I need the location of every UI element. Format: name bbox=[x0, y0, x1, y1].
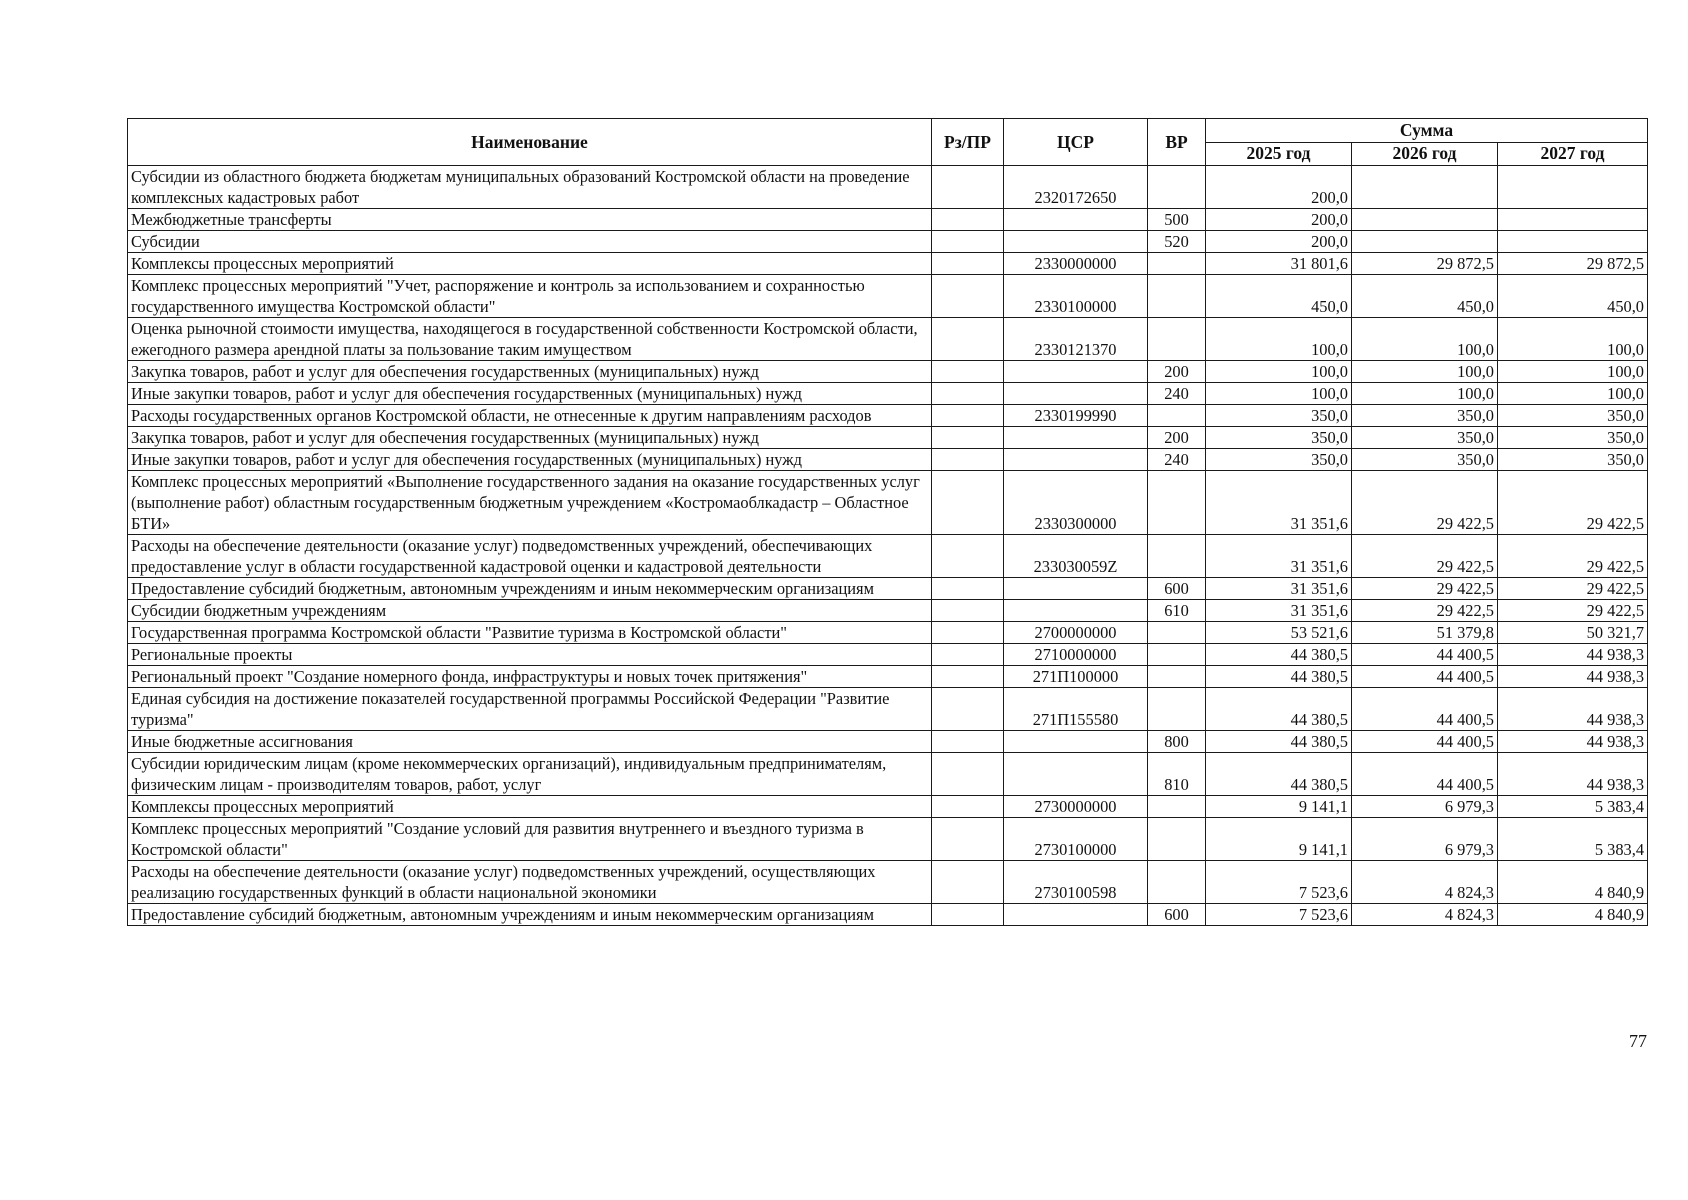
row-csr bbox=[1004, 753, 1148, 796]
row-name: Субсидии из областного бюджета бюджетам муниципальных образований Костромской области на проведение комплексных кадастровых работ bbox=[128, 166, 932, 209]
row-amount-2025: 100,0 bbox=[1206, 383, 1352, 405]
row-amount-2027: 4 840,9 bbox=[1498, 904, 1648, 926]
table-header bbox=[128, 119, 1648, 166]
row-rz-pr bbox=[932, 688, 1004, 731]
row-name: Предоставление субсидий бюджетным, автономным учреждениям и иным некоммерческим организациям bbox=[128, 904, 932, 926]
row-name: Субсидии юридическим лицам (кроме некоммерческих организаций), индивидуальным предпринимателям, физическим лицам - производителям товаров, работ, услуг bbox=[128, 753, 932, 796]
row-rz-pr bbox=[932, 753, 1004, 796]
row-rz-pr bbox=[932, 578, 1004, 600]
row-vr: 200 bbox=[1148, 427, 1206, 449]
table-row bbox=[128, 644, 1648, 666]
row-amount-2026: 6 979,3 bbox=[1352, 796, 1498, 818]
row-name: Единая субсидия на достижение показателей государственной программы Российской Федерации "Развитие туризма" bbox=[128, 688, 932, 731]
row-rz-pr bbox=[932, 796, 1004, 818]
row-csr: 2710000000 bbox=[1004, 644, 1148, 666]
table-row bbox=[128, 361, 1648, 383]
row-csr: 2330300000 bbox=[1004, 471, 1148, 535]
row-amount-2026: 44 400,5 bbox=[1352, 688, 1498, 731]
row-amount-2025: 44 380,5 bbox=[1206, 644, 1352, 666]
row-name: Расходы на обеспечение деятельности (оказание услуг) подведомственных учреждений, осуществляющих реализацию государственных функций в области национальной экономики bbox=[128, 861, 932, 904]
row-rz-pr bbox=[932, 166, 1004, 209]
row-name: Комплекс процессных мероприятий "Создание условий для развития внутреннего и въездного туризма в Костромской области" bbox=[128, 818, 932, 861]
row-name: Региональный проект "Создание номерного фонда, инфраструктуры и новых точек притяжения" bbox=[128, 666, 932, 688]
table-row bbox=[128, 578, 1648, 600]
row-amount-2027 bbox=[1498, 166, 1648, 209]
row-vr: 240 bbox=[1148, 449, 1206, 471]
row-vr bbox=[1148, 644, 1206, 666]
row-amount-2025: 7 523,6 bbox=[1206, 904, 1352, 926]
table-body bbox=[128, 166, 1648, 926]
header-csr: ЦСР bbox=[1004, 119, 1148, 166]
row-rz-pr bbox=[932, 535, 1004, 578]
row-amount-2026: 350,0 bbox=[1352, 427, 1498, 449]
row-rz-pr bbox=[932, 405, 1004, 427]
row-amount-2025: 31 351,6 bbox=[1206, 535, 1352, 578]
row-vr bbox=[1148, 861, 1206, 904]
row-amount-2026: 100,0 bbox=[1352, 318, 1498, 361]
row-amount-2026: 6 979,3 bbox=[1352, 818, 1498, 861]
row-name: Предоставление субсидий бюджетным, автономным учреждениям и иным некоммерческим организациям bbox=[128, 578, 932, 600]
row-rz-pr bbox=[932, 861, 1004, 904]
row-amount-2025: 350,0 bbox=[1206, 449, 1352, 471]
row-csr: 2730100598 bbox=[1004, 861, 1148, 904]
row-name: Иные закупки товаров, работ и услуг для обеспечения государственных (муниципальных) нужд bbox=[128, 449, 932, 471]
table-row bbox=[128, 796, 1648, 818]
table-row bbox=[128, 275, 1648, 318]
row-csr bbox=[1004, 209, 1148, 231]
row-vr bbox=[1148, 318, 1206, 361]
row-vr: 600 bbox=[1148, 578, 1206, 600]
row-csr: 2330100000 bbox=[1004, 275, 1148, 318]
row-rz-pr bbox=[932, 622, 1004, 644]
row-amount-2026: 4 824,3 bbox=[1352, 861, 1498, 904]
row-rz-pr bbox=[932, 449, 1004, 471]
page-number: 77 bbox=[1629, 1031, 1647, 1051]
table-row bbox=[128, 622, 1648, 644]
table-row bbox=[128, 449, 1648, 471]
row-amount-2025: 44 380,5 bbox=[1206, 688, 1352, 731]
table-row bbox=[128, 688, 1648, 731]
row-csr bbox=[1004, 383, 1148, 405]
row-amount-2025: 31 351,6 bbox=[1206, 600, 1352, 622]
row-amount-2027: 44 938,3 bbox=[1498, 688, 1648, 731]
row-vr bbox=[1148, 818, 1206, 861]
row-name: Межбюджетные трансферты bbox=[128, 209, 932, 231]
row-amount-2026: 29 422,5 bbox=[1352, 578, 1498, 600]
table-row bbox=[128, 753, 1648, 796]
row-csr: 2730100000 bbox=[1004, 818, 1148, 861]
row-vr: 500 bbox=[1148, 209, 1206, 231]
row-amount-2027: 29 422,5 bbox=[1498, 578, 1648, 600]
row-csr bbox=[1004, 361, 1148, 383]
row-amount-2026: 350,0 bbox=[1352, 405, 1498, 427]
row-amount-2025: 44 380,5 bbox=[1206, 731, 1352, 753]
header-year-2026: 2026 год bbox=[1352, 142, 1498, 166]
row-amount-2027 bbox=[1498, 231, 1648, 253]
row-name: Расходы на обеспечение деятельности (оказание услуг) подведомственных учреждений, обеспечивающих предоставление услуг в области государственной кадастровой оценки и кадастровой деятельности bbox=[128, 535, 932, 578]
row-vr bbox=[1148, 796, 1206, 818]
row-vr bbox=[1148, 166, 1206, 209]
table-row bbox=[128, 383, 1648, 405]
row-amount-2026: 4 824,3 bbox=[1352, 904, 1498, 926]
row-amount-2025: 350,0 bbox=[1206, 405, 1352, 427]
row-amount-2027: 100,0 bbox=[1498, 361, 1648, 383]
row-csr: 271П100000 bbox=[1004, 666, 1148, 688]
table-row bbox=[128, 535, 1648, 578]
row-rz-pr bbox=[932, 666, 1004, 688]
row-amount-2026 bbox=[1352, 231, 1498, 253]
row-vr bbox=[1148, 253, 1206, 275]
table-row bbox=[128, 231, 1648, 253]
row-csr bbox=[1004, 600, 1148, 622]
header-summa: Сумма bbox=[1206, 119, 1648, 143]
header-name: Наименование bbox=[128, 119, 932, 166]
row-name: Расходы государственных органов Костромской области, не отнесенные к другим направлениям расходов bbox=[128, 405, 932, 427]
row-rz-pr bbox=[932, 209, 1004, 231]
row-rz-pr bbox=[932, 231, 1004, 253]
table-row bbox=[128, 666, 1648, 688]
header-rz-pr: Рз/ПР bbox=[932, 119, 1004, 166]
row-amount-2026: 44 400,5 bbox=[1352, 644, 1498, 666]
row-amount-2027: 29 422,5 bbox=[1498, 600, 1648, 622]
row-amount-2025: 100,0 bbox=[1206, 361, 1352, 383]
row-amount-2026 bbox=[1352, 166, 1498, 209]
row-amount-2027: 44 938,3 bbox=[1498, 731, 1648, 753]
table-row bbox=[128, 166, 1648, 209]
row-rz-pr bbox=[932, 383, 1004, 405]
row-amount-2027: 350,0 bbox=[1498, 405, 1648, 427]
row-name: Комплекс процессных мероприятий «Выполнение государственного задания на оказание государственных услуг (выполнение работ) областным государственным бюджетным учреждением «Костромаоблкадастр – Областное БТИ» bbox=[128, 471, 932, 535]
row-amount-2027: 350,0 bbox=[1498, 449, 1648, 471]
row-amount-2026: 450,0 bbox=[1352, 275, 1498, 318]
row-csr bbox=[1004, 578, 1148, 600]
row-rz-pr bbox=[932, 427, 1004, 449]
row-csr bbox=[1004, 231, 1148, 253]
row-amount-2025: 200,0 bbox=[1206, 166, 1352, 209]
header-year-2025: 2025 год bbox=[1206, 142, 1352, 166]
table-row bbox=[128, 904, 1648, 926]
row-csr bbox=[1004, 449, 1148, 471]
row-name: Закупка товаров, работ и услуг для обеспечения государственных (муниципальных) нужд bbox=[128, 361, 932, 383]
row-amount-2027: 50 321,7 bbox=[1498, 622, 1648, 644]
row-vr: 520 bbox=[1148, 231, 1206, 253]
row-csr bbox=[1004, 731, 1148, 753]
row-csr: 2330199990 bbox=[1004, 405, 1148, 427]
row-amount-2025: 31 351,6 bbox=[1206, 578, 1352, 600]
row-amount-2026: 100,0 bbox=[1352, 383, 1498, 405]
row-amount-2027: 5 383,4 bbox=[1498, 818, 1648, 861]
row-rz-pr bbox=[932, 904, 1004, 926]
row-vr bbox=[1148, 275, 1206, 318]
row-amount-2026: 29 422,5 bbox=[1352, 600, 1498, 622]
row-vr bbox=[1148, 666, 1206, 688]
row-rz-pr bbox=[932, 644, 1004, 666]
row-amount-2025: 200,0 bbox=[1206, 231, 1352, 253]
row-amount-2025: 9 141,1 bbox=[1206, 796, 1352, 818]
row-vr: 200 bbox=[1148, 361, 1206, 383]
row-rz-pr bbox=[932, 471, 1004, 535]
row-vr bbox=[1148, 471, 1206, 535]
row-amount-2026: 44 400,5 bbox=[1352, 731, 1498, 753]
row-amount-2026: 29 872,5 bbox=[1352, 253, 1498, 275]
row-csr: 2700000000 bbox=[1004, 622, 1148, 644]
row-amount-2027: 44 938,3 bbox=[1498, 666, 1648, 688]
row-amount-2026: 51 379,8 bbox=[1352, 622, 1498, 644]
row-amount-2026: 44 400,5 bbox=[1352, 666, 1498, 688]
row-amount-2027 bbox=[1498, 209, 1648, 231]
row-rz-pr bbox=[932, 275, 1004, 318]
row-csr: 2330121370 bbox=[1004, 318, 1148, 361]
budget-table bbox=[127, 118, 1648, 926]
row-name: Комплексы процессных мероприятий bbox=[128, 253, 932, 275]
row-vr bbox=[1148, 622, 1206, 644]
row-name: Государственная программа Костромской области "Развитие туризма в Костромской области" bbox=[128, 622, 932, 644]
row-vr bbox=[1148, 688, 1206, 731]
table-row bbox=[128, 318, 1648, 361]
row-amount-2025: 44 380,5 bbox=[1206, 753, 1352, 796]
row-csr: 2320172650 bbox=[1004, 166, 1148, 209]
row-amount-2027: 29 422,5 bbox=[1498, 471, 1648, 535]
row-name: Иные бюджетные ассигнования bbox=[128, 731, 932, 753]
row-amount-2026: 29 422,5 bbox=[1352, 471, 1498, 535]
row-amount-2027: 44 938,3 bbox=[1498, 644, 1648, 666]
row-amount-2027: 29 422,5 bbox=[1498, 535, 1648, 578]
table-row bbox=[128, 209, 1648, 231]
row-amount-2027: 5 383,4 bbox=[1498, 796, 1648, 818]
row-amount-2027: 44 938,3 bbox=[1498, 753, 1648, 796]
table-row bbox=[128, 861, 1648, 904]
row-name: Закупка товаров, работ и услуг для обеспечения государственных (муниципальных) нужд bbox=[128, 427, 932, 449]
row-rz-pr bbox=[932, 600, 1004, 622]
row-vr: 600 bbox=[1148, 904, 1206, 926]
row-amount-2027: 100,0 bbox=[1498, 383, 1648, 405]
row-amount-2027: 450,0 bbox=[1498, 275, 1648, 318]
row-csr bbox=[1004, 904, 1148, 926]
table-row bbox=[128, 427, 1648, 449]
row-name: Региональные проекты bbox=[128, 644, 932, 666]
row-name: Комплексы процессных мероприятий bbox=[128, 796, 932, 818]
row-vr: 610 bbox=[1148, 600, 1206, 622]
row-amount-2027: 4 840,9 bbox=[1498, 861, 1648, 904]
row-amount-2026: 44 400,5 bbox=[1352, 753, 1498, 796]
row-name: Комплекс процессных мероприятий "Учет, распоряжение и контроль за использованием и сохранностью государственного имущества Костромской области" bbox=[128, 275, 932, 318]
row-vr: 800 bbox=[1148, 731, 1206, 753]
row-name: Субсидии bbox=[128, 231, 932, 253]
row-amount-2025: 53 521,6 bbox=[1206, 622, 1352, 644]
row-name: Оценка рыночной стоимости имущества, находящегося в государственной собственности Костромской области, ежегодного размера арендной платы за пользование таким имуществом bbox=[128, 318, 932, 361]
row-amount-2027: 100,0 bbox=[1498, 318, 1648, 361]
header-year-2027: 2027 год bbox=[1498, 142, 1648, 166]
row-name: Субсидии бюджетным учреждениям bbox=[128, 600, 932, 622]
row-amount-2025: 44 380,5 bbox=[1206, 666, 1352, 688]
row-amount-2026: 29 422,5 bbox=[1352, 535, 1498, 578]
row-amount-2025: 450,0 bbox=[1206, 275, 1352, 318]
row-amount-2025: 350,0 bbox=[1206, 427, 1352, 449]
table-row bbox=[128, 731, 1648, 753]
row-csr: 233030059Z bbox=[1004, 535, 1148, 578]
row-vr bbox=[1148, 405, 1206, 427]
row-amount-2025: 100,0 bbox=[1206, 318, 1352, 361]
header-vr: ВР bbox=[1148, 119, 1206, 166]
row-amount-2025: 200,0 bbox=[1206, 209, 1352, 231]
row-amount-2026: 350,0 bbox=[1352, 449, 1498, 471]
table-row bbox=[128, 471, 1648, 535]
row-csr: 271П155580 bbox=[1004, 688, 1148, 731]
row-amount-2026 bbox=[1352, 209, 1498, 231]
row-csr: 2330000000 bbox=[1004, 253, 1148, 275]
table-row bbox=[128, 405, 1648, 427]
table-row bbox=[128, 818, 1648, 861]
row-rz-pr bbox=[932, 818, 1004, 861]
row-amount-2026: 100,0 bbox=[1352, 361, 1498, 383]
row-csr: 2730000000 bbox=[1004, 796, 1148, 818]
table-row bbox=[128, 253, 1648, 275]
row-amount-2027: 350,0 bbox=[1498, 427, 1648, 449]
row-csr bbox=[1004, 427, 1148, 449]
row-rz-pr bbox=[932, 318, 1004, 361]
row-amount-2025: 31 801,6 bbox=[1206, 253, 1352, 275]
row-amount-2025: 7 523,6 bbox=[1206, 861, 1352, 904]
row-rz-pr bbox=[932, 253, 1004, 275]
row-rz-pr bbox=[932, 361, 1004, 383]
row-vr: 240 bbox=[1148, 383, 1206, 405]
row-rz-pr bbox=[932, 731, 1004, 753]
table-row bbox=[128, 600, 1648, 622]
row-amount-2025: 9 141,1 bbox=[1206, 818, 1352, 861]
row-vr: 810 bbox=[1148, 753, 1206, 796]
row-vr bbox=[1148, 535, 1206, 578]
row-amount-2027: 29 872,5 bbox=[1498, 253, 1648, 275]
row-amount-2025: 31 351,6 bbox=[1206, 471, 1352, 535]
row-name: Иные закупки товаров, работ и услуг для обеспечения государственных (муниципальных) нужд bbox=[128, 383, 932, 405]
